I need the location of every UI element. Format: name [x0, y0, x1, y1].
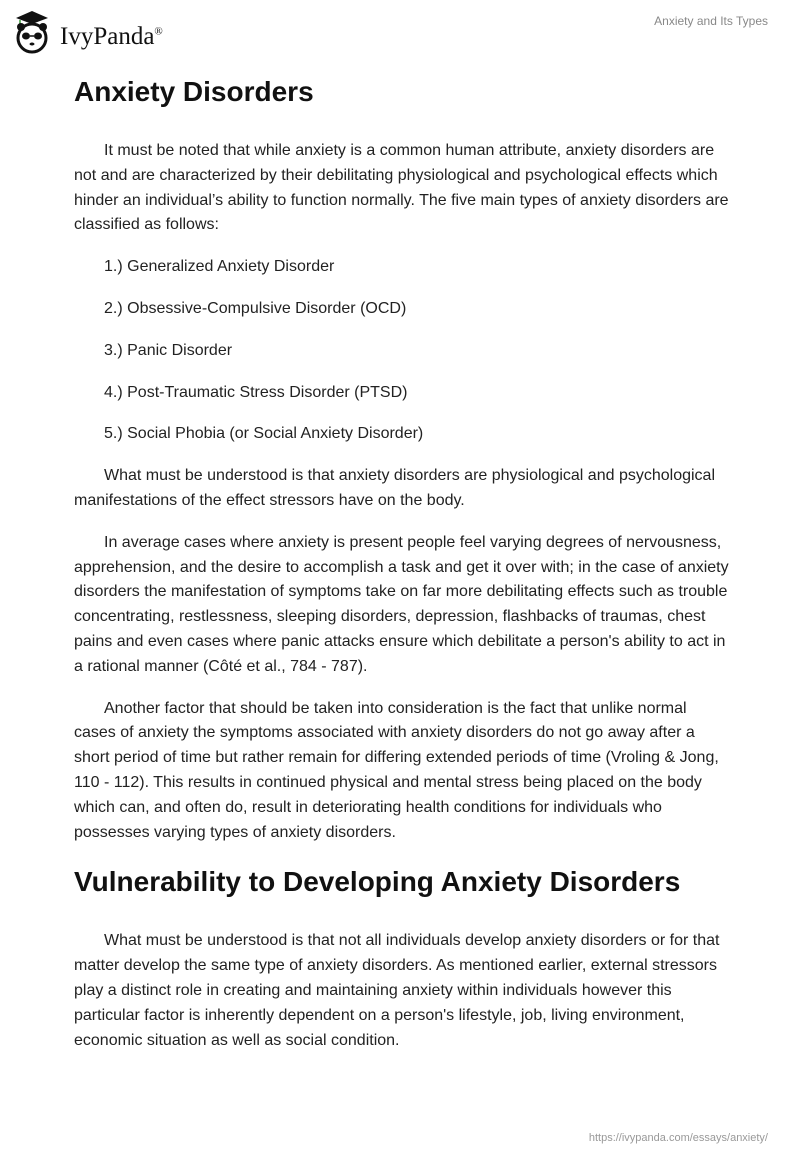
list-item: 3.) Panic Disorder	[104, 341, 233, 359]
paragraph: What must be understood is that anxiety disorders are physiological and psychological manifestations of the effect stressors have on the body.	[74, 467, 715, 509]
list-item: 1.) Generalized Anxiety Disorder	[104, 258, 335, 276]
paragraph: In average cases where anxiety is present people feel varying degrees of nervousness, apprehension, and the desire to accomplish a task and get it over with; in the case of anxiety disorders the manifestation of symptoms take on far more debilitating effects such as trouble concentrating, restlessness, sleeping disorders, depression, flashbacks of traumas, chest pains and even cases where panic attacks ensure which debilitate a person's ability to act in a rational manner (Côté et al., 784 - 787).	[74, 533, 729, 675]
paragraph: It must be noted that while anxiety is a common human attribute, anxiety disorders are not and are characterized by their debilitating physiological and psychological effects which hinder an individual’s ability to function normally. The five main types of anxiety disorders are classified as follows:	[74, 142, 729, 234]
section-heading: Vulnerability to Developing Anxiety Disorders	[74, 866, 681, 898]
page-header	[0, 0, 800, 60]
panda-graduate-icon	[12, 8, 52, 56]
section-heading: Anxiety Disorders	[74, 76, 314, 107]
brand-name: IvyPanda®	[60, 23, 163, 50]
essay-content	[74, 72, 730, 1070]
paragraph: Another factor that should be taken into consideration is the fact that unlike normal cases of anxiety the symptoms associated with anxiety disorders do not go away after a short period of time but rather remain for differing extended periods of time (Vroling & Jong, 110 - 112). This results in continued physical and mental stress being placed on the body which can, and often do, result in deteriorating health conditions for individuals who possesses varying types of anxiety disorders.	[74, 699, 719, 841]
list-item: 4.) Post-Traumatic Stress Disorder (PTSD)	[104, 383, 408, 401]
document-title: Anxiety and Its Types	[654, 14, 768, 28]
paragraph: What must be understood is that not all individuals develop anxiety disorders or for that matter develop the same type of anxiety disorders. As mentioned earlier, external stressors play a distinct role in creating and maintaining anxiety within individuals however this particular factor is inherently dependent on a person's lifestyle, job, living environment, economic situation as well as social condition.	[74, 932, 720, 1049]
ivypanda-logo[interactable]	[12, 8, 163, 56]
list-item: 2.) Obsessive-Compulsive Disorder (OCD)	[104, 299, 407, 317]
source-url[interactable]: https://ivypanda.com/essays/anxiety/	[588, 1132, 768, 1144]
list-item: 5.) Social Phobia (or Social Anxiety Disorder)	[104, 425, 424, 443]
